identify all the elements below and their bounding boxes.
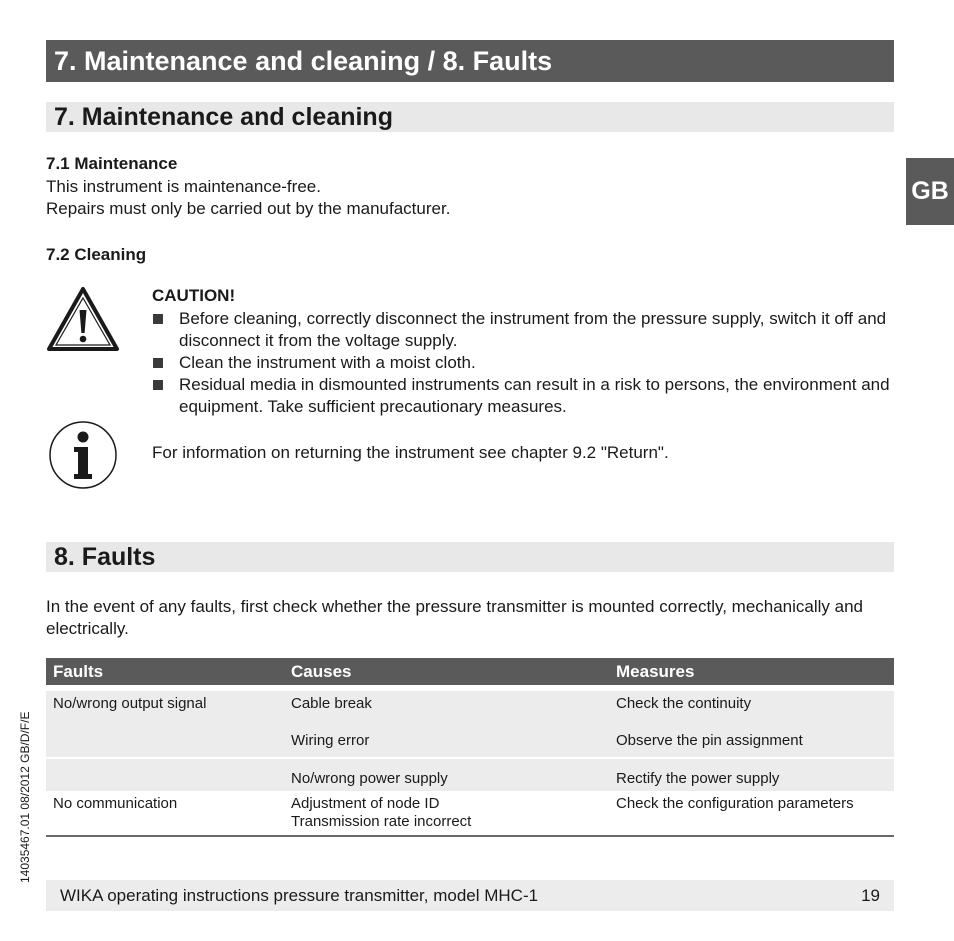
- table-row: [46, 791, 894, 837]
- warning-triangle-icon: [46, 286, 120, 352]
- header-faults: Faults: [53, 662, 104, 681]
- table-cell: No/wrong output signal: [53, 695, 207, 712]
- section-7-title: 7. Maintenance and cleaning: [46, 102, 894, 132]
- bullet-square-icon: [153, 380, 163, 390]
- header-causes: Causes: [291, 662, 352, 681]
- bullet-square-icon: [153, 358, 163, 368]
- page-number: 19: [861, 886, 880, 905]
- table-cell: Rectify the power supply: [616, 770, 780, 787]
- maintenance-heading: 7.1 Maintenance: [46, 154, 178, 173]
- header-measures: Measures: [616, 662, 695, 681]
- section-8-title: 8. Faults: [46, 542, 894, 572]
- maintenance-line-2: Repairs must only be carried out by the manufacturer.: [46, 199, 451, 218]
- list-item: Residual media in dismounted instruments can result in a risk to persons, the environment and equipment. Take sufficient precautionary measures.: [152, 374, 894, 418]
- page-footer: [46, 880, 894, 911]
- page-title-bar: 7. Maintenance and cleaning / 8. Faults: [46, 40, 894, 82]
- table-header: [46, 658, 894, 685]
- list-item: Before cleaning, correctly disconnect the instrument from the pressure supply, switch it off and disconnect it from the voltage supply.: [152, 308, 894, 352]
- table-cell: Adjustment of node ID: [291, 795, 440, 812]
- caution-list: [152, 308, 894, 418]
- footer-text: WIKA operating instructions pressure transmitter, model MHC-1: [60, 886, 539, 905]
- maintenance-line-1: This instrument is maintenance-free.: [46, 177, 321, 196]
- faults-intro: In the event of any faults, first check whether the pressure transmitter is mounted correctly, mechanically and electrically.: [46, 597, 864, 638]
- cleaning-heading: 7.2 Cleaning: [46, 245, 147, 264]
- row-divider: [46, 757, 894, 759]
- list-item: Clean the instrument with a moist cloth.: [152, 352, 894, 374]
- table-cell: Check the configuration parameters: [616, 795, 854, 812]
- table-body: [46, 691, 894, 793]
- language-tab: GB: [906, 158, 954, 225]
- caution-title: CAUTION!: [152, 286, 236, 305]
- document-code: 14035467.01 08/2012 GB/D/F/E: [18, 711, 32, 883]
- table-cell: No/wrong power supply: [291, 770, 448, 787]
- table-cell: No communication: [53, 795, 178, 812]
- table-cell: Check the continuity: [616, 695, 752, 712]
- bullet-square-icon: [153, 314, 163, 324]
- table-cell: Wiring error: [291, 732, 370, 749]
- info-circle-icon: [48, 420, 118, 490]
- return-info-text: For information on returning the instrument see chapter 9.2 "Return".: [152, 443, 669, 462]
- table-cell: Cable break: [291, 695, 372, 712]
- table-cell: Observe the pin assignment: [616, 732, 803, 749]
- table-cell: Transmission rate incorrect: [291, 813, 472, 830]
